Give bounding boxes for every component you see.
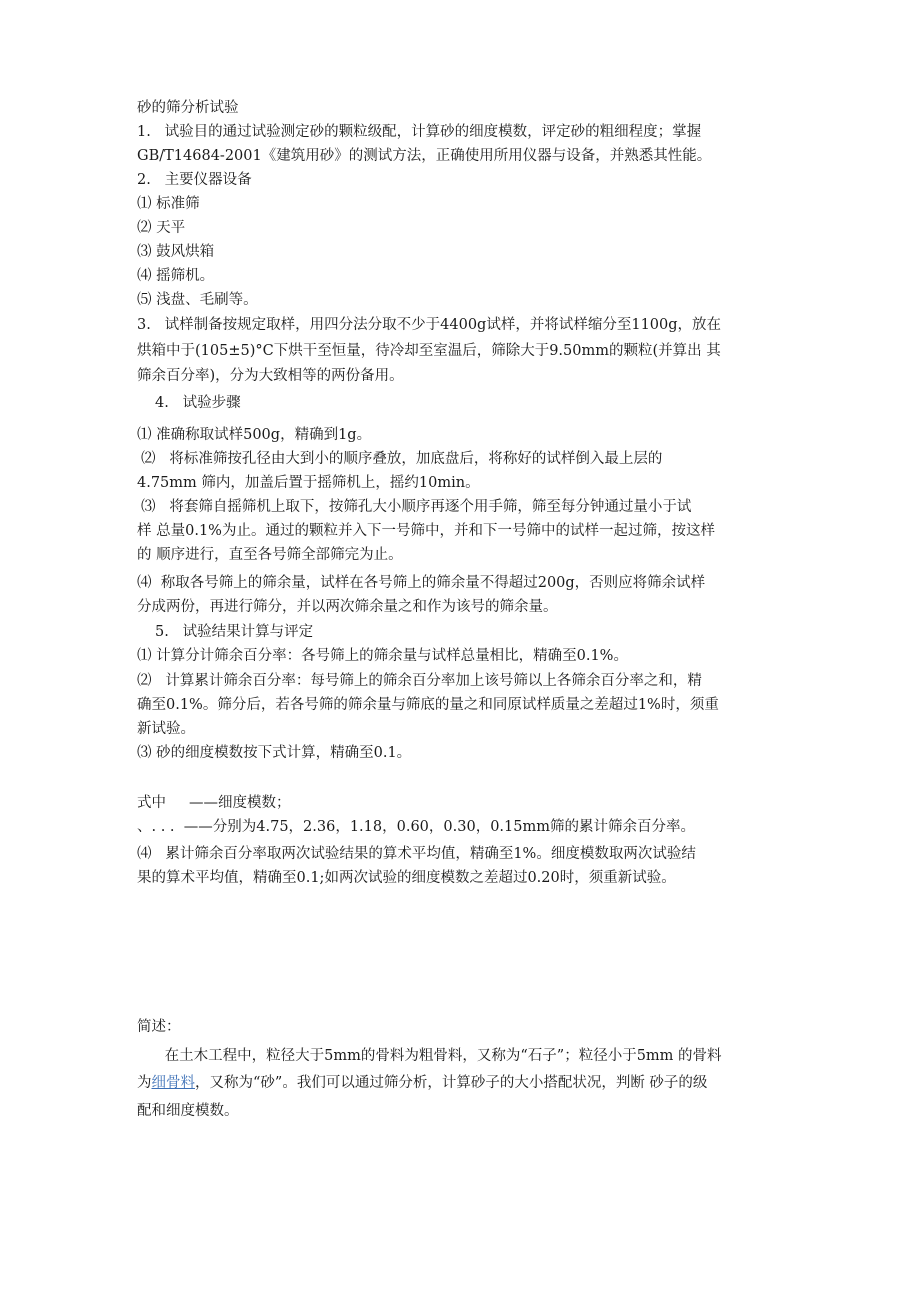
document-title: 砂的筛分析试验 bbox=[137, 100, 239, 116]
summary-line-2-suffix: ，又称为“砂”。我们可以通过筛分析，计算砂子的大小搭配状况，判断 砂子的级 bbox=[195, 1075, 708, 1091]
equipment-item: ⑷ 摇筛机。 bbox=[137, 268, 215, 284]
summary-line-2-prefix: 为 bbox=[137, 1075, 152, 1091]
summary-line-3: 配和细度模数。 bbox=[137, 1103, 239, 1119]
section-3-line-2: 烘箱中于(105±5)°C下烘干至恒量，待冷却至室温后，筛除大于9.50mm的颗粒(并算出 其 bbox=[137, 343, 721, 359]
result-4-line-2: 果的算术平均值，精确至0.1;如两次试验的细度模数之差超过0.20时，须重新试验。 bbox=[137, 870, 676, 886]
step-4-line-1: ⑷ 称取各号筛上的筛余量，试样在各号筛上的筛余量不得超过200g，否则应将筛余试样 bbox=[137, 575, 706, 591]
section-2-heading: 2. 主要仪器设备 bbox=[137, 172, 252, 188]
section-1-line-2: GB/T14684-2001《建筑用砂》的测试方法，正确使用所用仪器与设备，并熟悉其性能。 bbox=[137, 148, 712, 164]
result-4-line-1: ⑷ 累计筛余百分率取两次试验结果的算术平均值，精确至1%。细度模数取两次试验结 bbox=[137, 846, 696, 862]
summary-line-2 bbox=[137, 1073, 707, 1093]
step-3-line-3: 的 顺序进行，直至各号筛全部筛完为止。 bbox=[137, 547, 403, 563]
step-1: ⑴ 准确称取试样500g，精确到1g。 bbox=[137, 427, 372, 443]
section-3-line-1: 3. 试样制备按规定取样，用四分法分取不少于4400g试样，并将试样缩分至1100g，放在 bbox=[137, 317, 722, 333]
equipment-item: ⑵ 天平 bbox=[137, 220, 186, 236]
result-1: ⑴ 计算分计筛余百分率：各号筛上的筛余量与试样总量相比，精确至0.1%。 bbox=[137, 648, 628, 664]
step-2-line-2: 4.75mm 筛内，加盖后置于摇筛机上，摇约10min。 bbox=[137, 475, 480, 491]
section-3-line-3: 筛余百分率)，分为大致相等的两份备用。 bbox=[137, 368, 404, 384]
section-5-heading: 5. 试验结果计算与评定 bbox=[155, 624, 314, 640]
equipment-item: ⑶ 鼓风烘箱 bbox=[137, 244, 215, 260]
step-3-line-2: 样 总量0.1%为止。通过的颗粒并入下一号筛中，并和下一号筛中的试样一起过筛，按这样 bbox=[137, 523, 715, 539]
section-4-heading: 4. 试验步骤 bbox=[155, 395, 241, 411]
step-4-line-2: 分成两份，再进行筛分，并以两次筛余量之和作为该号的筛余量。 bbox=[137, 599, 558, 615]
summary-line-1: 在土木工程中，粒径大于5mm的骨料为粗骨料，又称为“石子”；粒径小于5mm 的骨料 bbox=[137, 1048, 722, 1064]
result-3: ⑶ 砂的细度模数按下式计算，精确至0.1。 bbox=[137, 745, 412, 761]
step-2-line-1: ⑵ 将标准筛按孔径由大到小的顺序叠放，加底盘后，将称好的试样倒入最上层的 bbox=[141, 451, 663, 467]
result-2-line-2: 确至0.1%。筛分后，若各号筛的筛余量与筛底的量之和同原试样质量之差超过1%时，须重 bbox=[137, 697, 719, 713]
equipment-item: ⑴ 标准筛 bbox=[137, 196, 200, 212]
result-2-line-1: ⑵ 计算累计筛余百分率：每号筛上的筛余百分率加上该号筛以上各筛余百分率之和，精 bbox=[137, 673, 702, 689]
section-1-line-1: 1. 试验目的通过试验测定砂的颗粒级配，计算砂的细度模数，评定砂的粗细程度；掌握 bbox=[137, 124, 702, 140]
equipment-item: ⑸ 浅盘、毛刷等。 bbox=[137, 292, 258, 308]
summary-heading: 简述： bbox=[137, 1019, 181, 1035]
formula-definition-2: 、. . . ——分别为4.75，2.36，1.18，0.60，0.30，0.15mm筛的累计筛余百分率。 bbox=[137, 819, 695, 835]
fine-aggregate-link[interactable]: 细骨料 bbox=[151, 1075, 195, 1091]
formula-definition-1: 式中 ——细度模数； bbox=[137, 795, 291, 811]
result-2-line-3: 新试验。 bbox=[137, 721, 195, 737]
step-3-line-1: ⑶ 将套筛自摇筛机上取下，按筛孔大小顺序再逐个用手筛，筛至每分钟通过量小于试 bbox=[141, 499, 692, 515]
